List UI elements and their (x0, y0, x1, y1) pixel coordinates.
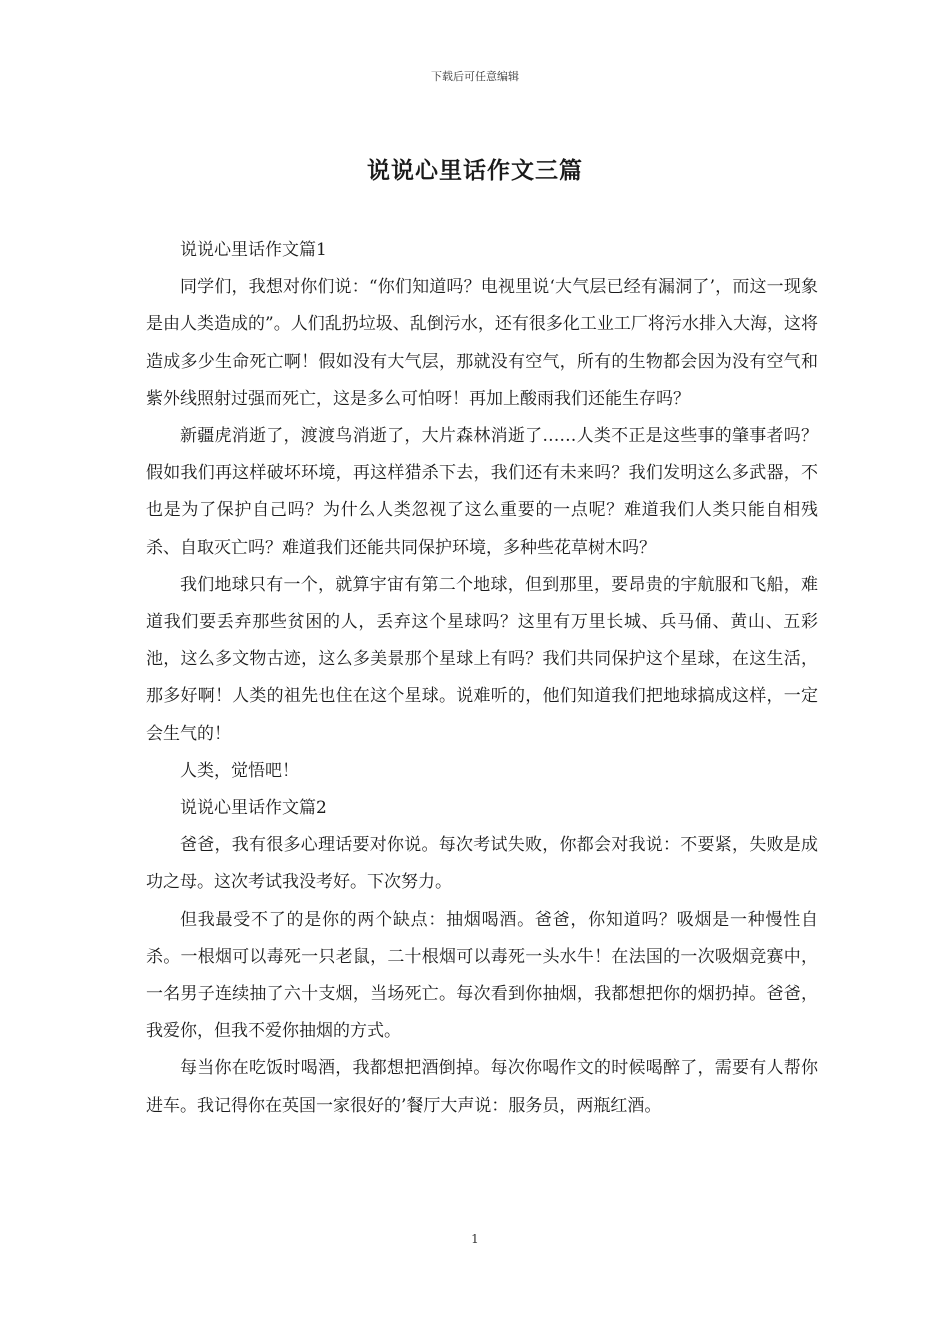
paragraph: 人类，觉悟吧！ (180, 760, 299, 781)
document-body (146, 232, 818, 1125)
paragraph: 每当你在吃饭时喝酒，我都想把酒倒掉。每次你喝作文的时候喝醉了，需要有人帮你进车。我记得你在英国一家很好的’餐厅大声说：服务员，两瓶红酒。 (146, 1058, 818, 1116)
paragraph: 同学们，我想对你们说：“你们知道吗？电视里说‘大气层已经有漏洞了’，而这一现象是由人类造成的”。人们乱扔垃圾、乱倒污水，还有很多化工业工厂将污水排入大海，这将造成多少生命死亡啊！假如没有大气层，那就没有空气，所有的生物都会因为没有空气和紫外线照射过强而死亡，这是多么可怕呀！再加上酸雨我们还能生存吗？ (146, 277, 818, 409)
page-number: 1 (471, 1232, 479, 1246)
paragraph: 新疆虎消逝了，渡渡鸟消逝了，大片森林消逝了……人类不正是这些事的肇事者吗？假如我们再这样破坏环境，再这样猎杀下去，我们还有未来吗？我们发明这么多武器，不也是为了保护自己吗？为什么人类忽视了这么重要的一点呢？难道我们人类只能自相残杀、自取灭亡吗？难道我们还能共同保护环境，多种些花草树木吗？ (146, 426, 818, 558)
paragraph: 爸爸，我有很多心理话要对你说。每次考试失败，你都会对我说：不要紧，失败是成功之母。这次考试我没考好。下次努力。 (146, 835, 818, 893)
section-heading-2: 说说心里话作文篇2 (180, 798, 327, 819)
section-heading-1: 说说心里话作文篇1 (180, 240, 327, 260)
paragraph: 但我最受不了的是你的两个缺点：抽烟喝酒。爸爸，你知道吗？吸烟是一种慢性自杀。一根烟可以毒死一只老鼠，二十根烟可以毒死一头水牛！在法国的一次吸烟竞赛中，一名男子连续抽了六十支烟，当场死亡。每次看到你抽烟，我都想把你的烟扔掉。爸爸，我爱你，但我不爱你抽烟的方式。 (146, 909, 818, 1042)
paragraph: 我们地球只有一个，就算宇宙有第二个地球，但到那里，要昂贵的宇航服和飞船，难道我们要丢弃那些贫困的人，丢弃这个星球吗？这里有万里长城、兵马俑、黄山、五彩池，这么多文物古迹，这么多美景那个星球上有吗？我们共同保护这个星球，在这生活，那多好啊！人类的祖先也住在这个星球。说难听的，他们知道我们把地球搞成这样，一定会生气的！ (146, 574, 818, 744)
document-title: 说说心里话作文三篇 (367, 157, 583, 184)
header-note: 下载后可任意编辑 (431, 70, 519, 83)
